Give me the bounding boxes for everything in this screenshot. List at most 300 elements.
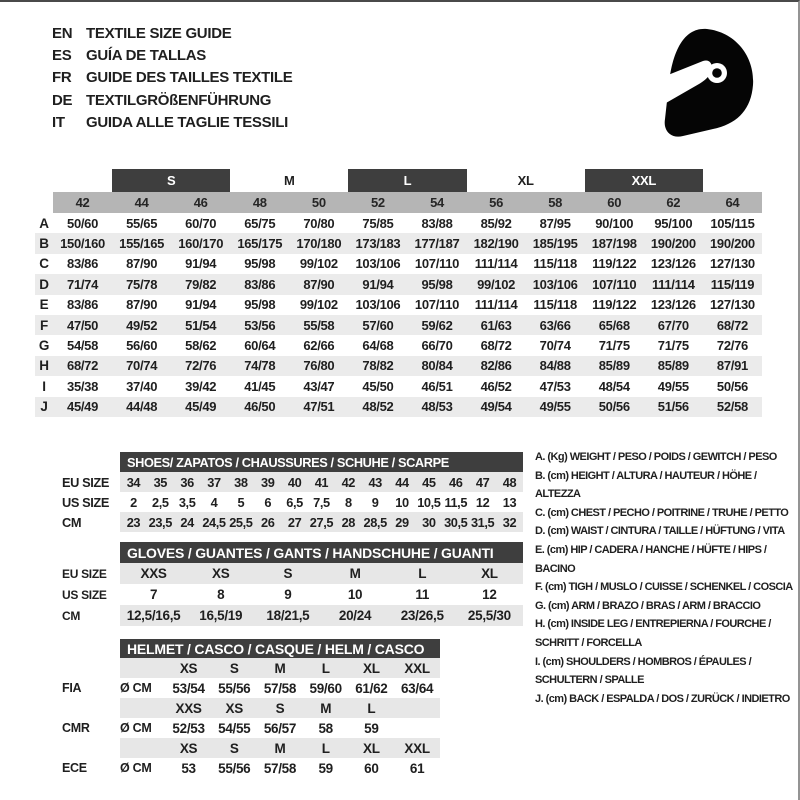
size-value: 10	[347, 587, 363, 602]
measurement-value: 83/88	[421, 215, 453, 231]
measurement-value: 95/98	[244, 297, 276, 313]
measurement-value: 165/175	[230, 233, 289, 253]
measurement-value: 52/58	[703, 397, 762, 417]
row-letter: D	[35, 274, 53, 294]
spacer-cell	[35, 452, 120, 472]
measurement-value: 57/60	[348, 315, 407, 335]
helmet-size-value	[394, 718, 440, 738]
measurement-value: 62/66	[303, 338, 335, 354]
size-column-header: 48	[230, 192, 289, 213]
measurement-value: 45/49	[53, 397, 112, 417]
measurement-value: 111/114	[644, 274, 703, 294]
measurement-value: 83/86	[67, 297, 99, 313]
guide-title: GUIDE DES TAILLES TEXTILE	[86, 69, 293, 87]
size-column-header: 46	[171, 192, 230, 213]
textile-size-table	[35, 169, 762, 417]
spacer-cell	[53, 169, 112, 192]
spacer-cell	[35, 169, 53, 192]
row-letter: E	[39, 297, 49, 313]
measurement-value: 185/195	[526, 233, 585, 253]
language-code: EN	[52, 25, 73, 42]
measurement-value: 107/110	[585, 274, 644, 294]
helmet-size-header: XS	[166, 658, 212, 678]
table-title: HELMET / CASCO / CASQUE / HELM / CASCO	[120, 639, 440, 658]
measurement-value: 74/78	[230, 356, 289, 376]
size-value: 24	[174, 512, 201, 532]
language-row	[52, 112, 292, 134]
size-group-m: M	[284, 173, 295, 188]
measurement-value: 87/95	[539, 215, 571, 231]
helmet-size-header: XXS	[166, 698, 212, 718]
size-column-header: 62	[644, 192, 703, 213]
legend-item: H. (cm) INSIDE LEG / ENTREPIERNA / FOURCHE / SCHRITT / FORCELLA	[535, 618, 771, 649]
measurement-value: 82/86	[467, 356, 526, 376]
size-column-header: 52	[348, 192, 407, 213]
helmet-size-value: 54/55	[218, 720, 251, 736]
measurement-value: 46/52	[480, 378, 512, 394]
measurement-value: 54/58	[67, 338, 99, 354]
measurement-value: 127/130	[709, 256, 755, 272]
measurement-value: 107/110	[414, 256, 460, 272]
helmet-size-header: XS	[166, 738, 212, 758]
measurement-value: 39/42	[185, 378, 217, 394]
size-value: 18/21,5	[254, 605, 321, 626]
measurement-row	[35, 274, 762, 294]
measurement-value: 115/118	[533, 297, 577, 313]
size-row	[35, 584, 523, 605]
helmet-size-table	[35, 639, 440, 778]
measurement-value: 49/55	[657, 378, 689, 394]
helmet-size-header: M	[257, 738, 303, 758]
measurement-value: 85/89	[585, 356, 644, 376]
helmet-size-header: L	[349, 698, 395, 718]
legend-item: B. (cm) HEIGHT / ALTURA / HAUTEUR / HÖHE / ALTEZZA	[535, 469, 757, 501]
size-value: 5	[237, 494, 245, 510]
measurement-value: 85/89	[644, 356, 703, 376]
measurement-value: 41/45	[244, 378, 276, 394]
unit-label: Ø CM	[120, 721, 152, 735]
measurement-value: 99/102	[467, 274, 526, 294]
row-letter: B	[35, 233, 53, 253]
measurement-value: 187/198	[585, 233, 644, 253]
language-row	[52, 23, 292, 45]
size-value: 7	[149, 587, 158, 602]
size-column-header: 42	[53, 192, 112, 213]
measurement-value: 65/75	[244, 215, 276, 231]
size-value: 4	[210, 494, 218, 510]
size-value: 23/26,5	[389, 605, 456, 626]
language-row	[52, 45, 292, 67]
row-label: CM	[35, 605, 120, 626]
measurement-value: 190/200	[703, 233, 762, 253]
size-column-header: 60	[585, 192, 644, 213]
helmet-size-value: 59/60	[309, 680, 342, 696]
size-column-header: 64	[703, 192, 762, 213]
size-group-row	[35, 169, 762, 192]
size-value: 34	[120, 472, 147, 492]
spacer-cell	[35, 738, 120, 758]
unit-label: Ø CM	[120, 681, 152, 695]
helmet-size-value: 53/54	[172, 680, 205, 696]
measurement-value: 79/82	[171, 274, 230, 294]
size-value: 25,5/30	[456, 605, 523, 626]
legend-item: F. (cm) TIGH / MUSLO / CUISSE / SCHENKEL / COSCIA	[535, 581, 793, 594]
row-letter: H	[35, 356, 53, 376]
row-letter: J	[35, 397, 53, 417]
measurement-row	[35, 254, 762, 274]
size-value: 43	[362, 472, 389, 492]
measurement-value: 35/38	[67, 378, 99, 394]
size-value: 28	[335, 512, 362, 532]
spacer-cell	[35, 639, 120, 658]
size-column-header: 50	[289, 192, 348, 213]
table-title-row	[35, 542, 523, 563]
measurement-value: 68/72	[53, 356, 112, 376]
helmet-size-header: S	[211, 658, 257, 678]
measurement-value: 64/68	[362, 338, 394, 354]
measurement-value: 119/122	[592, 256, 637, 272]
measurement-value: 47/50	[53, 315, 112, 335]
size-value: 10,5	[417, 494, 441, 510]
helmet-icon	[645, 24, 763, 142]
size-value: 2	[130, 494, 137, 510]
size-value: 42	[335, 472, 362, 492]
language-code: FR	[52, 69, 72, 87]
language-code: ES	[52, 47, 72, 65]
measurement-value: 61/63	[467, 315, 526, 335]
size-value: 8	[217, 587, 225, 602]
spacer-cell	[35, 658, 120, 678]
size-value: 30,5	[442, 512, 469, 532]
measurement-row	[35, 335, 762, 355]
measurement-value: 55/58	[289, 315, 348, 335]
size-value: 12	[482, 587, 497, 602]
size-number-row	[35, 192, 762, 213]
spacer-cell	[35, 542, 120, 563]
size-value: 8	[344, 494, 352, 510]
measurement-value: 71/74	[53, 274, 112, 294]
guide-title: GUÍA DE TALLAS	[86, 47, 206, 65]
measurement-value: 60/64	[244, 338, 276, 354]
measurement-value: 58/62	[185, 338, 217, 354]
size-value: 28,5	[362, 512, 389, 532]
measurement-value: 45/49	[171, 397, 230, 417]
measurement-value: 103/106	[526, 274, 585, 294]
language-code: DE	[52, 91, 73, 109]
helmet-size-value: 63/64	[400, 680, 434, 696]
measurement-value: 83/86	[67, 256, 99, 272]
size-value: 27	[281, 512, 308, 532]
helmet-size-header: XL	[349, 738, 395, 758]
size-value: 46	[442, 472, 469, 492]
measurement-value: 48/54	[598, 378, 630, 394]
size-row	[35, 605, 523, 626]
spacer-cell	[120, 738, 166, 758]
size-value: 30	[415, 512, 442, 532]
standard-label: ECE	[35, 758, 120, 778]
measurement-value: 49/55	[526, 397, 585, 417]
measurement-value: 70/80	[303, 215, 335, 231]
measurement-value: 71/75	[657, 338, 689, 354]
measurement-value: 60/70	[185, 215, 217, 231]
size-value: 6	[264, 494, 272, 510]
measurement-value: 43/47	[303, 378, 335, 394]
size-group-xxl: XXL	[585, 169, 703, 192]
size-value: 12,5/16,5	[120, 605, 187, 626]
spacer-cell	[35, 698, 120, 718]
helmet-size-header: XL	[349, 658, 395, 678]
measurement-value: 67/70	[644, 315, 703, 335]
row-letter: G	[38, 338, 50, 354]
size-value: XL	[456, 563, 523, 584]
size-value: 7,5	[313, 494, 330, 510]
measurement-value: 170/180	[289, 233, 348, 253]
size-value: 24,5	[201, 512, 228, 532]
table-title: SHOES/ ZAPATOS / CHAUSSURES / SCHUHE / SCARPE	[120, 452, 523, 472]
measurement-value: 87/90	[126, 297, 158, 313]
measurement-value: 99/102	[299, 256, 338, 272]
measurement-value: 47/53	[539, 378, 571, 394]
legend-item: J. (cm) BACK / ESPALDA / DOS / ZURÜCK / INDIETRO	[535, 692, 790, 705]
measurement-value: 111/114	[474, 256, 518, 272]
size-value: 10	[395, 494, 409, 510]
measurement-value: 70/74	[112, 356, 171, 376]
size-value: 36	[174, 472, 201, 492]
measurement-value: 50/60	[67, 215, 99, 231]
helmet-size-value: 59	[318, 760, 333, 776]
size-value: 23,5	[147, 512, 174, 532]
measurement-value: 49/54	[467, 397, 526, 417]
table-title-row	[35, 639, 440, 658]
measurement-value: 51/54	[171, 315, 230, 335]
helmet-size-value: 52/53	[172, 720, 205, 736]
helmet-size-header: M	[303, 698, 349, 718]
size-value: 29	[389, 512, 416, 532]
helmet-size-header: L	[303, 738, 349, 758]
measurement-value: 50/56	[585, 397, 644, 417]
row-label: CM	[35, 512, 120, 532]
helmet-size-value: 55/56	[218, 760, 251, 776]
measurement-row	[35, 397, 762, 417]
measurement-value: 99/102	[299, 297, 338, 313]
size-value: 31,5	[469, 512, 496, 532]
measurement-value: 51/56	[644, 397, 703, 417]
size-row	[35, 512, 523, 532]
measurement-row	[35, 315, 762, 335]
size-value: S	[254, 563, 321, 584]
measurement-value: 80/84	[407, 356, 466, 376]
measurement-value: 123/126	[650, 297, 696, 313]
size-value: L	[389, 563, 456, 584]
size-value: 35	[147, 472, 174, 492]
helmet-size-value: 60	[364, 760, 379, 776]
helmet-size-row	[35, 738, 440, 758]
size-value: 39	[254, 472, 281, 492]
size-group-s: S	[112, 169, 230, 192]
size-group-l: L	[348, 169, 466, 192]
measurement-value: 115/119	[703, 274, 762, 294]
measurement-value: 46/50	[230, 397, 289, 417]
size-value: 2,5	[151, 494, 169, 510]
helmet-size-row	[35, 658, 440, 678]
size-value: 12	[475, 494, 490, 510]
measurement-value: 150/160	[53, 233, 112, 253]
helmet-size-value: 61	[409, 760, 425, 776]
size-value: 16,5/19	[187, 605, 254, 626]
measurement-value: 66/70	[421, 338, 453, 354]
helmet-size-header: S	[211, 738, 257, 758]
helmet-size-value: 56/57	[263, 720, 297, 736]
size-value: 13	[502, 494, 517, 510]
measurement-value: 107/110	[414, 297, 460, 313]
language-row	[52, 67, 292, 89]
size-value: 38	[227, 472, 254, 492]
measurement-value: 48/53	[407, 397, 466, 417]
helmet-size-value: 55/56	[218, 680, 251, 696]
size-row	[35, 492, 523, 512]
row-label: EU SIZE	[35, 472, 120, 492]
size-value: 44	[389, 472, 416, 492]
measurement-value: 105/115	[710, 215, 755, 231]
size-value: 23	[120, 512, 147, 532]
measurement-value: 103/106	[355, 256, 401, 272]
guide-title: TEXTILGRÖßENFÜHRUNG	[86, 91, 272, 109]
row-letter: F	[35, 315, 53, 335]
measurement-value: 68/72	[480, 338, 512, 354]
legend-item: A. (Kg) WEIGHT / PESO / POIDS / GEWITCH / PESO	[535, 451, 777, 463]
measurement-value: 111/114	[474, 297, 518, 313]
measurement-value: 78/82	[348, 356, 407, 376]
row-letter: A	[39, 215, 49, 231]
gloves-size-table	[35, 542, 523, 626]
measurement-value: 91/94	[348, 274, 407, 294]
measurement-value: 53/56	[230, 315, 289, 335]
spacer-cell	[703, 169, 762, 192]
measurement-value: 190/200	[644, 233, 703, 253]
measurement-value: 95/98	[244, 256, 276, 272]
legend-item: E. (cm) HIP / CADERA / HANCHE / HÜFTE / HIPS / BACINO	[535, 543, 767, 575]
size-value: 11,5	[444, 494, 468, 510]
size-value: 26	[254, 512, 281, 532]
table-title-row	[35, 452, 523, 472]
row-label: EU SIZE	[35, 563, 120, 584]
measurement-value: 49/52	[112, 315, 171, 335]
row-letter: I	[42, 378, 46, 394]
helmet-size-value: 59	[364, 720, 379, 736]
size-column-header: 54	[407, 192, 466, 213]
measurement-value: 37/40	[126, 378, 158, 394]
measurement-value: 182/190	[467, 233, 526, 253]
size-column-header: 44	[112, 192, 171, 213]
helmet-size-header	[394, 698, 440, 718]
measurement-value: 65/68	[585, 315, 644, 335]
helmet-size-row	[35, 698, 440, 718]
measurement-value: 59/62	[407, 315, 466, 335]
measurement-value: 63/66	[526, 315, 585, 335]
row-label: US SIZE	[35, 584, 120, 605]
measurement-value: 119/122	[592, 297, 637, 313]
helmet-size-header: L	[303, 658, 349, 678]
size-value: 6,5	[286, 494, 303, 510]
measurement-value: 123/126	[650, 256, 696, 272]
measurement-row	[35, 376, 762, 396]
measurement-value: 115/118	[533, 256, 577, 272]
measurement-value: 72/76	[171, 356, 230, 376]
language-row	[52, 90, 292, 112]
standard-label: FIA	[35, 678, 120, 698]
spacer-cell	[120, 698, 166, 718]
measurement-legend	[535, 448, 799, 708]
helmet-value-row	[35, 678, 440, 698]
helmet-size-value: 61/62	[355, 680, 388, 696]
size-value: 48	[496, 472, 523, 492]
legend-item: G. (cm) ARM / BRAZO / BRAS / ARM / BRACCIO	[535, 599, 761, 612]
measurement-value: 87/91	[703, 356, 762, 376]
helmet-size-header: XS	[211, 698, 257, 718]
language-code: IT	[52, 113, 65, 131]
measurement-value: 75/85	[362, 215, 394, 231]
spacer-cell	[120, 658, 166, 678]
legend-item: I. (cm) SHOULDERS / HOMBROS / ÉPAULES / SCHULTERN / SPALLE	[535, 655, 752, 687]
size-group-xl: XL	[517, 173, 534, 188]
helmet-size-value: 53	[181, 760, 196, 776]
standard-label: CMR	[35, 718, 120, 738]
measurement-value: 87/90	[289, 274, 348, 294]
helmet-size-value: 58	[318, 720, 333, 736]
measurement-value: 83/86	[230, 274, 289, 294]
size-row	[35, 472, 523, 492]
measurement-value: 177/187	[407, 233, 466, 253]
measurement-value: 75/78	[112, 274, 171, 294]
measurement-value: 173/183	[348, 233, 407, 253]
size-column-header: 58	[526, 192, 585, 213]
size-value: 45	[415, 472, 442, 492]
measurement-value: 103/106	[355, 297, 401, 313]
measurement-value: 48/52	[348, 397, 407, 417]
size-row	[35, 563, 523, 584]
measurement-value: 127/130	[709, 297, 755, 313]
spacer-cell	[35, 192, 53, 213]
size-value: 9	[284, 587, 292, 602]
measurement-value: 72/76	[716, 338, 748, 354]
unit-label: Ø CM	[120, 761, 152, 775]
size-value: 20/24	[321, 605, 388, 626]
size-value: 9	[371, 494, 379, 510]
size-value: 41	[308, 472, 335, 492]
size-value: 32	[496, 512, 523, 532]
measurement-value: 50/56	[716, 378, 748, 394]
row-label: US SIZE	[35, 492, 120, 512]
measurement-value: 71/75	[598, 338, 630, 354]
size-value: XS	[187, 563, 254, 584]
size-value: 3,5	[178, 494, 196, 510]
size-value: 47	[469, 472, 496, 492]
table-title: GLOVES / GUANTES / GANTS / HANDSCHUHE / GUANTI	[120, 542, 523, 563]
size-value: XXS	[120, 563, 187, 584]
measurement-row	[35, 295, 762, 315]
guide-title: GUIDA ALLE TAGLIE TESSILI	[86, 113, 288, 131]
shoes-size-table	[35, 452, 523, 532]
measurement-value: 55/65	[126, 215, 158, 231]
helmet-size-value: 57/58	[263, 760, 297, 776]
legend-item: D. (cm) WAIST / CINTURA / TAILLE / HÜFTUNG / VITA	[535, 525, 785, 538]
measurement-value: 84/88	[526, 356, 585, 376]
helmet-size-value: 57/58	[263, 680, 297, 696]
helmet-size-header: XXL	[394, 658, 440, 678]
language-title-list	[52, 23, 292, 134]
size-value: 37	[201, 472, 228, 492]
helmet-value-row	[35, 758, 440, 778]
